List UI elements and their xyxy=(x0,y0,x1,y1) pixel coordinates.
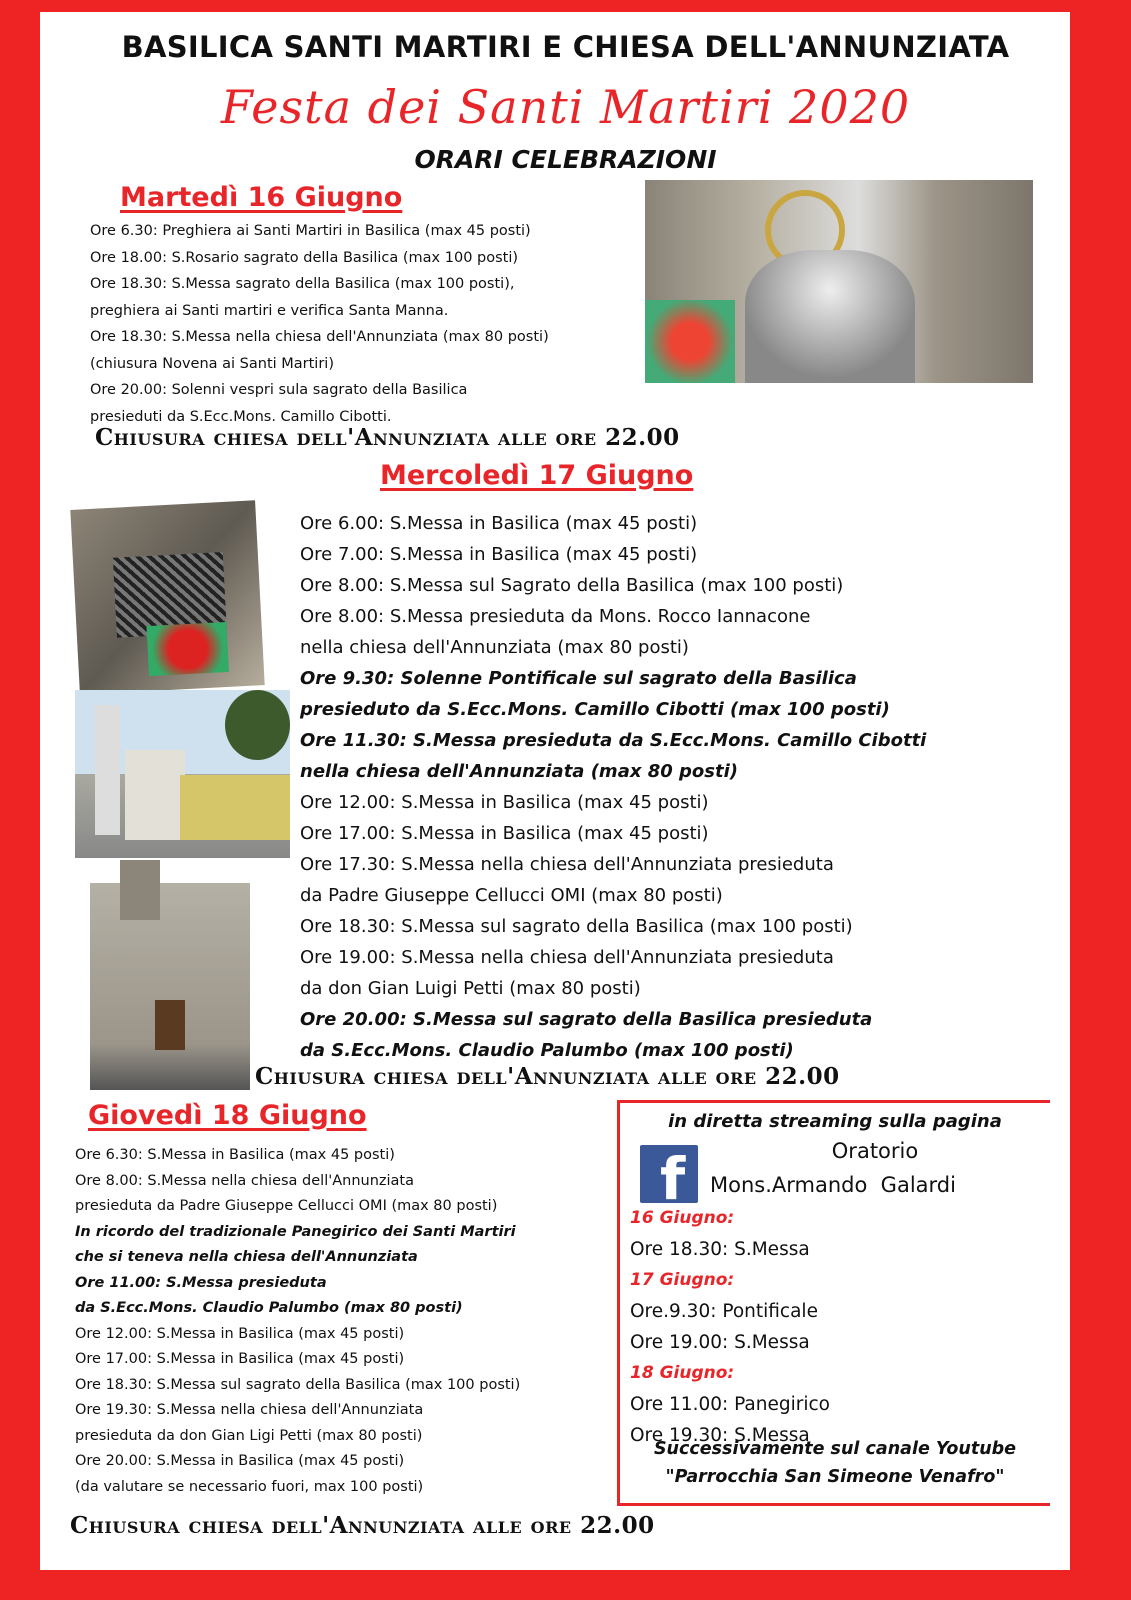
schedule-line: Ore 18.30: S.Messa sul sagrato della Basilica (max 100 posti) xyxy=(300,916,853,937)
schedule-line: Ore 6.30: S.Messa in Basilica (max 45 posti) xyxy=(75,1147,395,1163)
schedule-line: Ore 17.00: S.Messa in Basilica (max 45 posti) xyxy=(75,1351,405,1367)
closing-note-18: Chiusura chiesa dell'Annunziata alle ore 22.00 xyxy=(70,1512,655,1539)
church-title: BASILICA SANTI MARTIRI E CHIESA DELL'ANNUNZIATA xyxy=(121,30,1010,64)
schedule-line: preghiera ai Santi martiri e verifica Santa Manna. xyxy=(90,302,449,319)
schedule-line: Ore 12.00: S.Messa in Basilica (max 45 posti) xyxy=(300,792,709,813)
reliquary-photo xyxy=(70,500,264,694)
day-17-schedule xyxy=(300,508,926,1066)
streaming-line: Ore.9.30: Pontificale xyxy=(630,1301,818,1322)
streaming-line: Ore 11.00: Panegirico xyxy=(630,1394,830,1415)
schedule-line: presieduta da don Gian Ligi Petti (max 80 posti) xyxy=(75,1427,423,1444)
schedule-line: Ore 20.00: S.Messa in Basilica (max 45 posti) xyxy=(75,1453,405,1469)
schedule-line: nella chiesa dell'Annunziata (max 80 posti) xyxy=(300,637,689,658)
closing-note-17: Chiusura chiesa dell'Annunziata alle ore 22.00 xyxy=(255,1063,840,1090)
youtube-channel: "Parrocchia San Simeone Venafro" xyxy=(665,1467,1005,1487)
streaming-header: in diretta streaming sulla pagina xyxy=(668,1111,1002,1132)
schedule-line: nella chiesa dell'Annunziata (max 80 posti) xyxy=(300,761,738,782)
schedule-line: Ore 17.00: S.Messa in Basilica (max 45 posti) xyxy=(300,823,709,844)
schedule-line: Ore 20.00: S.Messa sul sagrato della Basilica presieduta xyxy=(300,1009,873,1030)
schedule-line: In ricordo del tradizionale Panegirico dei Santi Martiri xyxy=(75,1223,516,1240)
youtube-line1: Successivamente sul canale Youtube xyxy=(653,1439,1017,1459)
schedule-line: da Padre Giuseppe Cellucci OMI (max 80 posti) xyxy=(300,885,723,906)
streaming-line: Ore 18.30: S.Messa xyxy=(630,1239,810,1260)
day-18-schedule xyxy=(75,1143,520,1500)
schedule-line: Ore 20.00: Solenni vespri sula sagrato della Basilica xyxy=(90,382,468,398)
schedule-subtitle: ORARI CELEBRAZIONI xyxy=(414,145,717,174)
schedule-line: Ore 8.00: S.Messa presieduta da Mons. Rocco Iannacone xyxy=(300,606,811,627)
schedule-line: (chiusura Novena ai Santi Martiri) xyxy=(90,355,334,372)
schedule-line: Ore 18.30: S.Messa sul sagrato della Basilica (max 100 posti) xyxy=(75,1376,521,1393)
saint-statue-photo xyxy=(645,180,1033,383)
streaming-line: Ore 19.30: S.Messa xyxy=(630,1425,810,1446)
schedule-line: Ore 8.00: S.Messa nella chiesa dell'Annunziata xyxy=(75,1172,414,1189)
schedule-line: Ore 11.00: S.Messa presieduta xyxy=(75,1274,327,1291)
day-16-schedule xyxy=(90,218,549,430)
schedule-line: Ore 6.00: S.Messa in Basilica (max 45 posti) xyxy=(300,513,698,534)
streaming-day-heading: 16 Giugno: xyxy=(630,1208,735,1228)
streaming-schedule xyxy=(630,1203,830,1451)
schedule-line: Ore 18.30: S.Messa sagrato della Basilica (max 100 posti), xyxy=(90,276,515,292)
day-heading-18: Giovedì 18 Giugno xyxy=(88,1100,367,1131)
schedule-line: Ore 11.30: S.Messa presieduta da S.Ecc.Mons. Camillo Cibotti xyxy=(300,730,927,751)
schedule-line: Ore 9.30: Solenne Pontificale sul sagrato della Basilica xyxy=(300,668,857,689)
schedule-line: presieduta da Padre Giuseppe Cellucci OMI (max 80 posti) xyxy=(75,1198,498,1214)
closing-note-16: Chiusura chiesa dell'Annunziata alle ore 22.00 xyxy=(95,424,680,451)
schedule-line: Ore 18.30: S.Messa nella chiesa dell'Annunziata (max 80 posti) xyxy=(90,329,549,345)
schedule-line: da S.Ecc.Mons. Claudio Palumbo (max 100 posti) xyxy=(300,1040,794,1061)
schedule-line: (da valutare se necessario fuori, max 100 posti) xyxy=(75,1478,424,1495)
streaming-day-heading: 17 Giugno: xyxy=(630,1270,735,1290)
schedule-line: Ore 19.30: S.Messa nella chiesa dell'Annunziata xyxy=(75,1402,424,1418)
streaming-box xyxy=(617,1100,1050,1506)
day-heading-16: Martedì 16 Giugno xyxy=(120,182,403,213)
schedule-line: Ore 19.00: S.Messa nella chiesa dell'Annunziata presieduta xyxy=(300,947,834,968)
schedule-line: Ore 8.00: S.Messa sul Sagrato della Basilica (max 100 posti) xyxy=(300,575,844,596)
schedule-line: presieduti da S.Ecc.Mons. Camillo Cibotti. xyxy=(90,408,392,425)
schedule-line: Ore 6.30: Preghiera ai Santi Martiri in Basilica (max 45 posti) xyxy=(90,223,531,239)
streaming-line: Ore 19.00: S.Messa xyxy=(630,1332,810,1353)
facebook-page-name-line2: Mons.Armando Galardi xyxy=(710,1173,956,1197)
schedule-line: Ore 7.00: S.Messa in Basilica (max 45 posti) xyxy=(300,544,698,565)
facebook-icon[interactable]: f xyxy=(640,1145,698,1203)
facebook-page-name-line1: Oratorio xyxy=(831,1139,919,1163)
schedule-line: che si teneva nella chiesa dell'Annunziata xyxy=(75,1249,418,1265)
basilica-photo xyxy=(75,690,290,858)
schedule-line: presieduto da S.Ecc.Mons. Camillo Cibotti (max 100 posti) xyxy=(300,699,890,720)
schedule-line: da don Gian Luigi Petti (max 80 posti) xyxy=(300,978,641,999)
schedule-line: Ore 17.30: S.Messa nella chiesa dell'Annunziata presieduta xyxy=(300,854,834,875)
schedule-line: Ore 18.00: S.Rosario sagrato della Basilica (max 100 posti) xyxy=(90,249,519,266)
schedule-line: Ore 12.00: S.Messa in Basilica (max 45 posti) xyxy=(75,1325,405,1342)
festa-title: Festa dei Santi Martiri 2020 xyxy=(220,80,911,134)
day-heading-17: Mercoledì 17 Giugno xyxy=(380,460,694,491)
schedule-line: da S.Ecc.Mons. Claudio Palumbo (max 80 posti) xyxy=(75,1300,463,1316)
annunziata-church-photo xyxy=(90,860,250,1090)
streaming-day-heading: 18 Giugno: xyxy=(630,1363,735,1383)
